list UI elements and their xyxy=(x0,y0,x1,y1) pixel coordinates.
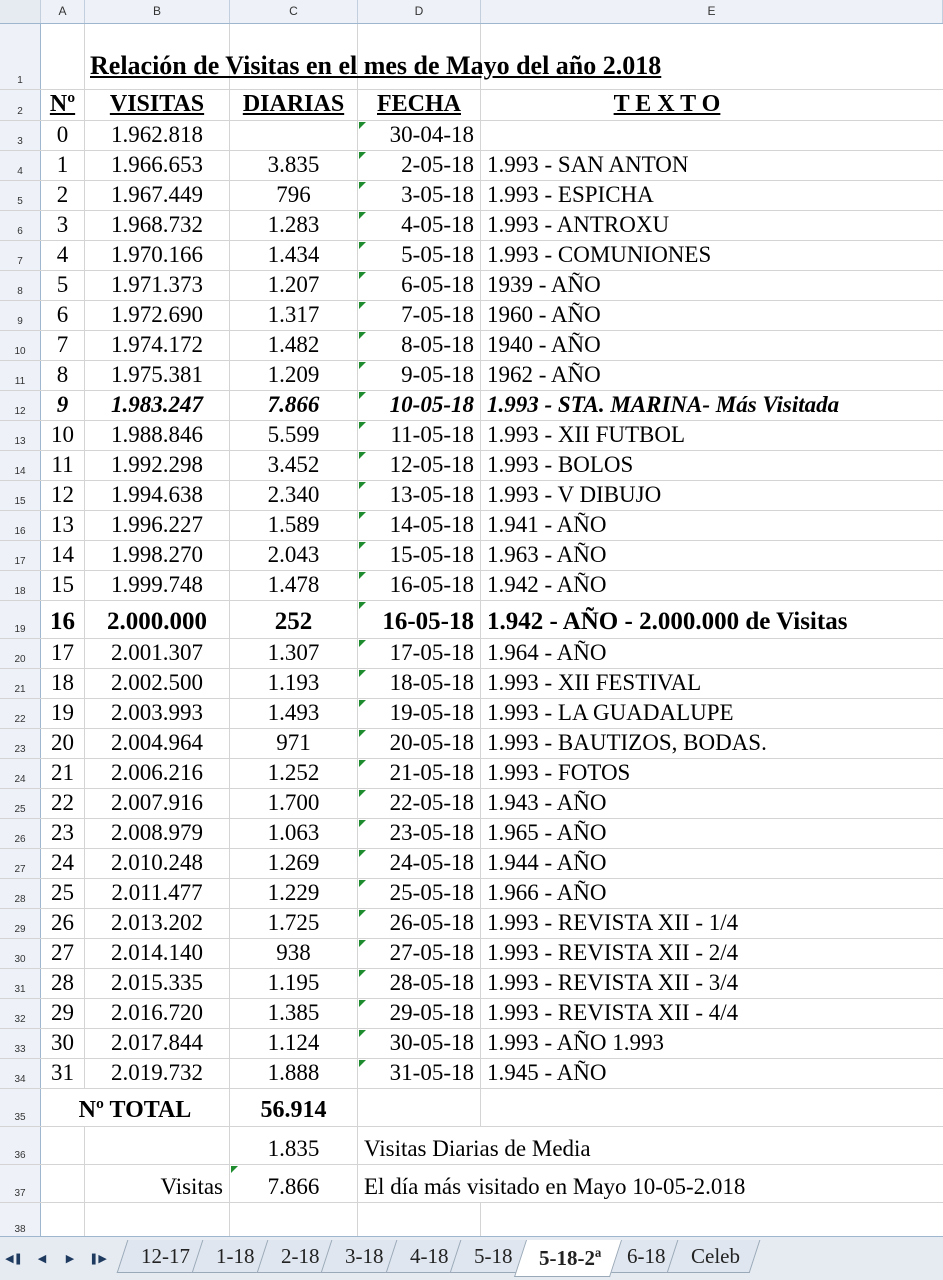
cell-diarias[interactable]: 796 xyxy=(230,181,358,210)
row-number[interactable]: 16 xyxy=(0,511,41,540)
cell-texto[interactable]: 1.993 - ESPICHA xyxy=(487,182,654,207)
column-header-bar xyxy=(0,0,943,24)
cell-visitas[interactable]: 1.992.298 xyxy=(85,451,230,480)
cell-texto[interactable]: 1.944 - AÑO xyxy=(487,850,607,875)
table-row xyxy=(0,1165,943,1203)
cell-n[interactable]: 9 xyxy=(41,391,85,420)
row-number[interactable]: 8 xyxy=(0,271,41,300)
cell-n[interactable]: 30 xyxy=(41,1029,85,1058)
cell-visitas[interactable]: 2.016.720 xyxy=(85,999,230,1028)
cell-texto[interactable]: 1.965 - AÑO xyxy=(487,820,607,845)
row-number[interactable]: 32 xyxy=(0,999,41,1028)
table-row xyxy=(0,729,943,759)
table-row xyxy=(0,1089,943,1127)
cell-fecha[interactable]: 30-04-18 xyxy=(358,121,481,150)
row-number[interactable]: 29 xyxy=(0,909,41,938)
cell-visitas[interactable]: 2.010.248 xyxy=(85,849,230,878)
cell-n[interactable]: 29 xyxy=(41,999,85,1028)
table-row xyxy=(0,151,943,181)
cell-texto[interactable]: 1.993 - REVISTA XII - 3/4 xyxy=(487,970,739,995)
sheet-tab-label: 12-17 xyxy=(141,1243,191,1268)
cell-n[interactable]: 17 xyxy=(41,639,85,668)
sheet-tab-label: 1-18 xyxy=(216,1243,255,1268)
row-number[interactable]: 37 xyxy=(0,1165,41,1202)
cell-visitas[interactable]: 1.968.732 xyxy=(85,211,230,240)
row-number[interactable]: 27 xyxy=(0,849,41,878)
cell-fecha[interactable]: 23-05-18 xyxy=(358,819,481,848)
cell-n[interactable]: 20 xyxy=(41,729,85,758)
cell-fecha[interactable]: 4-05-18 xyxy=(358,211,481,240)
cell-texto[interactable] xyxy=(481,121,943,150)
cell[interactable] xyxy=(41,1127,85,1164)
cell-fecha[interactable]: 6-05-18 xyxy=(358,271,481,300)
row-number[interactable]: 1 xyxy=(0,24,41,89)
cell-texto[interactable]: 1.945 - AÑO xyxy=(487,1060,607,1085)
cell-diarias[interactable]: 1.193 xyxy=(230,669,358,698)
cell-visitas[interactable]: 1.983.247 xyxy=(85,391,230,420)
cell-visitas[interactable]: 2.019.732 xyxy=(85,1059,230,1088)
cell-fecha[interactable]: 10-05-18 xyxy=(358,391,481,420)
row-number[interactable]: 20 xyxy=(0,639,41,668)
first-sheet-icon[interactable]: ◀❚ xyxy=(5,1252,23,1265)
select-all-corner[interactable] xyxy=(0,0,41,23)
table-row xyxy=(0,789,943,819)
row-number[interactable]: 18 xyxy=(0,571,41,600)
table-row xyxy=(0,541,943,571)
row-number[interactable]: 2 xyxy=(0,90,41,120)
cell-visitas[interactable]: 2.011.477 xyxy=(85,879,230,908)
cell-visitas[interactable]: 2.014.140 xyxy=(85,939,230,968)
cell-visitas[interactable]: 2.004.964 xyxy=(85,729,230,758)
header-texto[interactable]: T E X T O xyxy=(613,91,721,117)
row-number[interactable]: 9 xyxy=(0,301,41,330)
cell-visitas[interactable]: 2.013.202 xyxy=(85,909,230,938)
cell-diarias[interactable]: 1.434 xyxy=(230,241,358,270)
row-number[interactable]: 3 xyxy=(0,121,41,150)
header-visitas[interactable]: VISITAS xyxy=(85,90,230,120)
column-header-e[interactable]: E xyxy=(481,0,943,23)
cell-n[interactable]: 28 xyxy=(41,969,85,998)
cell-n[interactable]: 1 xyxy=(41,151,85,180)
table-row xyxy=(0,849,943,879)
table-row xyxy=(0,121,943,151)
table-row xyxy=(0,1203,943,1236)
row-number[interactable]: 14 xyxy=(0,451,41,480)
cell-texto[interactable]: 1.964 - AÑO xyxy=(487,640,607,665)
sheet-tab-list xyxy=(130,1240,755,1277)
cell-visitas[interactable]: 1.974.172 xyxy=(85,331,230,360)
average-text[interactable]: Visitas Diarias de Media xyxy=(364,1136,591,1161)
cell-fecha[interactable]: 9-05-18 xyxy=(358,361,481,390)
cell-n[interactable]: 24 xyxy=(41,849,85,878)
cell[interactable] xyxy=(85,1203,230,1236)
cell-n[interactable]: 26 xyxy=(41,909,85,938)
cell-visitas[interactable]: 1.967.449 xyxy=(85,181,230,210)
cell-diarias[interactable] xyxy=(230,121,358,150)
row-number[interactable]: 36 xyxy=(0,1127,41,1164)
cell-texto[interactable]: 1.993 - LA GUADALUPE xyxy=(487,700,734,725)
cell-visitas[interactable]: 2.001.307 xyxy=(85,639,230,668)
cell-texto[interactable]: 1.993 - SAN ANTON xyxy=(487,152,689,177)
cell-fecha[interactable]: 26-05-18 xyxy=(358,909,481,938)
row-number[interactable]: 24 xyxy=(0,759,41,788)
cell-diarias[interactable]: 1.229 xyxy=(230,879,358,908)
cell-n[interactable]: 23 xyxy=(41,819,85,848)
cell-diarias[interactable]: 1.589 xyxy=(230,511,358,540)
header-diarias[interactable]: DIARIAS xyxy=(230,90,358,120)
cell[interactable] xyxy=(41,1165,85,1202)
cell-diarias[interactable]: 1.478 xyxy=(230,571,358,600)
sheet-tab-label: Celeb xyxy=(691,1243,741,1268)
cell-visitas[interactable]: 2.000.000 xyxy=(85,601,230,638)
cell-diarias[interactable]: 1.195 xyxy=(230,969,358,998)
cell-visitas[interactable]: 2.006.216 xyxy=(85,759,230,788)
cell-visitas[interactable]: 1.972.690 xyxy=(85,301,230,330)
cell-texto[interactable]: 1.993 - STA. MARINA- Más Visitada xyxy=(487,392,840,417)
cell-n[interactable]: 6 xyxy=(41,301,85,330)
cell-visitas[interactable]: 1.970.166 xyxy=(85,241,230,270)
row-number[interactable]: 7 xyxy=(0,241,41,270)
cell-n[interactable]: 12 xyxy=(41,481,85,510)
last-sheet-icon[interactable]: ❚▶ xyxy=(89,1252,107,1265)
table-row xyxy=(0,669,943,699)
cell-fecha[interactable]: 13-05-18 xyxy=(358,481,481,510)
cell-texto[interactable]: 1.993 - REVISTA XII - 2/4 xyxy=(487,940,739,965)
cell-texto[interactable]: 1.993 - ANTROXU xyxy=(487,212,670,237)
sheet-rows xyxy=(0,24,943,1236)
cell-texto[interactable]: 1939 - AÑO xyxy=(487,272,601,297)
cell-n[interactable]: 0 xyxy=(41,121,85,150)
row-number[interactable]: 35 xyxy=(0,1089,41,1126)
row-number[interactable]: 19 xyxy=(0,601,41,638)
table-row xyxy=(0,331,943,361)
cell-fecha[interactable]: 22-05-18 xyxy=(358,789,481,818)
cell-fecha[interactable]: 19-05-18 xyxy=(358,699,481,728)
cell-visitas[interactable]: 2.017.844 xyxy=(85,1029,230,1058)
cell-fecha[interactable]: 12-05-18 xyxy=(358,451,481,480)
total-label[interactable]: Nº TOTAL xyxy=(41,1089,230,1126)
prev-sheet-icon[interactable]: ◀ xyxy=(37,1252,47,1265)
cell-diarias[interactable]: 1.283 xyxy=(230,211,358,240)
row-number[interactable]: 6 xyxy=(0,211,41,240)
cell-diarias[interactable]: 2.043 xyxy=(230,541,358,570)
cell-visitas[interactable]: 2.015.335 xyxy=(85,969,230,998)
cell-visitas[interactable]: 1.971.373 xyxy=(85,271,230,300)
cell[interactable] xyxy=(41,24,85,89)
cell-n[interactable]: 21 xyxy=(41,759,85,788)
sheet-tab-bar xyxy=(0,1236,943,1280)
table-row xyxy=(0,481,943,511)
total-value[interactable]: 56.914 xyxy=(230,1089,358,1126)
sheet-tab[interactable] xyxy=(667,1240,761,1273)
cell-fecha[interactable]: 30-05-18 xyxy=(358,1029,481,1058)
cell[interactable] xyxy=(85,1127,230,1164)
sheet-tab-label: 3-18 xyxy=(345,1243,384,1268)
cell-fecha[interactable]: 21-05-18 xyxy=(358,759,481,788)
table-row xyxy=(0,909,943,939)
cell-n[interactable]: 18 xyxy=(41,669,85,698)
row-number[interactable]: 26 xyxy=(0,819,41,848)
header-fecha[interactable]: FECHA xyxy=(358,90,481,120)
table-row xyxy=(0,879,943,909)
cell-visitas[interactable]: 2.002.500 xyxy=(85,669,230,698)
cell-diarias[interactable]: 7.866 xyxy=(230,391,358,420)
cell-texto[interactable]: 1940 - AÑO xyxy=(487,332,601,357)
table-row xyxy=(0,181,943,211)
table-row xyxy=(0,601,943,639)
cell-n[interactable]: 14 xyxy=(41,541,85,570)
sheet-tab-label: 6-18 xyxy=(626,1243,666,1268)
cell-diarias[interactable]: 1.725 xyxy=(230,909,358,938)
cell-texto[interactable]: 1.993 - XII FESTIVAL xyxy=(487,670,702,695)
cell[interactable] xyxy=(481,1089,943,1126)
cell-diarias[interactable]: 1.493 xyxy=(230,699,358,728)
row-number[interactable]: 22 xyxy=(0,699,41,728)
cell-n[interactable]: 13 xyxy=(41,511,85,540)
cell-texto[interactable]: 1962 - AÑO xyxy=(487,362,601,387)
cell-fecha[interactable]: 20-05-18 xyxy=(358,729,481,758)
cell-diarias[interactable]: 3.452 xyxy=(230,451,358,480)
cell-diarias[interactable]: 1.252 xyxy=(230,759,358,788)
sheet-tab-label: 2-18 xyxy=(280,1243,320,1268)
cell-texto[interactable]: 1.993 - BOLOS xyxy=(487,452,634,477)
cell-fecha[interactable]: 18-05-18 xyxy=(358,669,481,698)
cell-fecha[interactable]: 28-05-18 xyxy=(358,969,481,998)
table-row xyxy=(0,939,943,969)
cell[interactable] xyxy=(41,1203,85,1236)
cell-fecha[interactable]: 29-05-18 xyxy=(358,999,481,1028)
max-label[interactable]: Visitas xyxy=(85,1165,230,1202)
column-header-b[interactable]: B xyxy=(85,0,230,23)
cell-diarias[interactable]: 1.700 xyxy=(230,789,358,818)
table-row xyxy=(0,1029,943,1059)
table-row xyxy=(0,361,943,391)
cell-diarias[interactable]: 1.888 xyxy=(230,1059,358,1088)
cell-n[interactable]: 7 xyxy=(41,331,85,360)
table-row xyxy=(0,819,943,849)
column-header-c[interactable]: C xyxy=(230,0,358,23)
max-text[interactable]: El día más visitado en Mayo 10-05-2.018 xyxy=(364,1174,746,1199)
cell-fecha[interactable]: 5-05-18 xyxy=(358,241,481,270)
cell-fecha[interactable]: 15-05-18 xyxy=(358,541,481,570)
table-row xyxy=(0,90,943,121)
cell-n[interactable]: 25 xyxy=(41,879,85,908)
table-row xyxy=(0,391,943,421)
cell-diarias[interactable]: 252 xyxy=(230,601,358,638)
cell-n[interactable]: 27 xyxy=(41,939,85,968)
table-row xyxy=(0,999,943,1029)
cell-diarias[interactable]: 5.599 xyxy=(230,421,358,450)
cell-visitas[interactable]: 1.988.846 xyxy=(85,421,230,450)
cell-diarias[interactable]: 1.482 xyxy=(230,331,358,360)
row-number[interactable]: 21 xyxy=(0,669,41,698)
cell-n[interactable]: 19 xyxy=(41,699,85,728)
max-value[interactable]: 7.866 xyxy=(230,1165,358,1202)
row-number[interactable]: 12 xyxy=(0,391,41,420)
sheet-tab-label: 5-18-2ª xyxy=(538,1245,601,1270)
row-number[interactable]: 13 xyxy=(0,421,41,450)
sheet-tab-label: 5-18 xyxy=(474,1243,513,1268)
cell-n[interactable]: 16 xyxy=(41,601,85,638)
cell-n[interactable]: 4 xyxy=(41,241,85,270)
row-number[interactable]: 11 xyxy=(0,361,41,390)
table-row xyxy=(0,699,943,729)
row-number[interactable]: 17 xyxy=(0,541,41,570)
sheet-tab-active[interactable] xyxy=(513,1240,621,1277)
cell-n[interactable]: 5 xyxy=(41,271,85,300)
row-number[interactable]: 23 xyxy=(0,729,41,758)
cell-diarias[interactable]: 1.269 xyxy=(230,849,358,878)
row-number[interactable]: 33 xyxy=(0,1029,41,1058)
cell-n[interactable]: 15 xyxy=(41,571,85,600)
cell-n[interactable]: 11 xyxy=(41,451,85,480)
cell[interactable] xyxy=(358,1089,481,1126)
cell-fecha[interactable]: 24-05-18 xyxy=(358,849,481,878)
cell-fecha[interactable]: 11-05-18 xyxy=(358,421,481,450)
cell-n[interactable]: 3 xyxy=(41,211,85,240)
average-value[interactable]: 1.835 xyxy=(230,1127,358,1164)
table-row xyxy=(0,24,943,90)
cell-texto[interactable]: 1.993 - REVISTA XII - 4/4 xyxy=(487,1000,739,1025)
cell-texto[interactable]: 1.941 - AÑO xyxy=(487,512,607,537)
table-row xyxy=(0,1127,943,1165)
cell[interactable] xyxy=(230,1203,358,1236)
cell-visitas[interactable]: 1.966.653 xyxy=(85,151,230,180)
table-row xyxy=(0,271,943,301)
cell-diarias[interactable]: 1.124 xyxy=(230,1029,358,1058)
table-row xyxy=(0,759,943,789)
cell-diarias[interactable]: 1.207 xyxy=(230,271,358,300)
cell-texto[interactable]: 1.993 - FOTOS xyxy=(487,760,631,785)
cell-visitas[interactable]: 2.007.916 xyxy=(85,789,230,818)
cell-visitas[interactable]: 1.999.748 xyxy=(85,571,230,600)
cell-visitas[interactable]: 1.975.381 xyxy=(85,361,230,390)
table-row xyxy=(0,451,943,481)
cell-diarias[interactable]: 3.835 xyxy=(230,151,358,180)
table-row xyxy=(0,1059,943,1089)
cell-fecha[interactable]: 8-05-18 xyxy=(358,331,481,360)
header-n[interactable]: Nº xyxy=(41,90,85,120)
column-header-d[interactable]: D xyxy=(358,0,481,23)
row-number[interactable]: 34 xyxy=(0,1059,41,1088)
cell-texto[interactable]: 1.966 - AÑO xyxy=(487,880,607,905)
cell-diarias[interactable]: 1.385 xyxy=(230,999,358,1028)
row-number[interactable]: 15 xyxy=(0,481,41,510)
cell-visitas[interactable]: 1.998.270 xyxy=(85,541,230,570)
cell-texto[interactable]: 1.943 - AÑO xyxy=(487,790,607,815)
cell-visitas[interactable]: 2.003.993 xyxy=(85,699,230,728)
row-number[interactable]: 10 xyxy=(0,331,41,360)
table-row xyxy=(0,421,943,451)
row-number[interactable]: 5 xyxy=(0,181,41,210)
cell-texto[interactable]: 1.993 - AÑO 1.993 xyxy=(487,1030,664,1055)
cell[interactable] xyxy=(358,1203,481,1236)
cell-fecha[interactable]: 7-05-18 xyxy=(358,301,481,330)
row-number[interactable]: 38 xyxy=(0,1203,41,1236)
cell-fecha[interactable]: 2-05-18 xyxy=(358,151,481,180)
sheet-title: Relación de Visitas en el mes de Mayo del año 2.018 xyxy=(90,51,662,80)
cell-texto[interactable]: 1.963 - AÑO xyxy=(487,542,607,567)
row-number[interactable]: 4 xyxy=(0,151,41,180)
table-row xyxy=(0,241,943,271)
cell-texto[interactable]: 1.993 - REVISTA XII - 1/4 xyxy=(487,910,739,935)
cell-diarias[interactable]: 938 xyxy=(230,939,358,968)
row-number[interactable]: 25 xyxy=(0,789,41,818)
cell-texto[interactable]: 1960 - AÑO xyxy=(487,302,601,327)
cell-diarias[interactable]: 2.340 xyxy=(230,481,358,510)
cell-fecha[interactable]: 27-05-18 xyxy=(358,939,481,968)
cell-texto[interactable]: 1.993 - V DIBUJO xyxy=(487,482,662,507)
table-row xyxy=(0,511,943,541)
cell-visitas[interactable]: 1.962.818 xyxy=(85,121,230,150)
cell-diarias[interactable]: 1.307 xyxy=(230,639,358,668)
table-row xyxy=(0,211,943,241)
cell-texto[interactable]: 1.942 - AÑO - 2.000.000 de Visitas xyxy=(487,608,848,635)
cell-n[interactable]: 31 xyxy=(41,1059,85,1088)
next-sheet-icon[interactable]: ▶ xyxy=(65,1252,75,1265)
cell-fecha[interactable]: 17-05-18 xyxy=(358,639,481,668)
sheet-tab-label: 4-18 xyxy=(409,1243,449,1268)
cell-texto[interactable]: 1.942 - AÑO xyxy=(487,572,607,597)
cell-visitas[interactable]: 1.994.638 xyxy=(85,481,230,510)
cell-texto[interactable]: 1.993 - COMUNIONES xyxy=(487,242,712,267)
cell-fecha[interactable]: 16-05-18 xyxy=(358,601,481,638)
cell-texto[interactable]: 1.993 - BAUTIZOS, BODAS. xyxy=(487,730,767,755)
table-row xyxy=(0,301,943,331)
row-number[interactable]: 28 xyxy=(0,879,41,908)
cell-diarias[interactable]: 1.209 xyxy=(230,361,358,390)
row-number[interactable]: 31 xyxy=(0,969,41,998)
cell-fecha[interactable]: 25-05-18 xyxy=(358,879,481,908)
column-header-a[interactable]: A xyxy=(41,0,85,23)
table-row xyxy=(0,639,943,669)
cell-texto[interactable]: 1.993 - XII FUTBOL xyxy=(487,422,686,447)
cell-fecha[interactable]: 16-05-18 xyxy=(358,571,481,600)
cell-diarias[interactable]: 1.063 xyxy=(230,819,358,848)
table-row xyxy=(0,969,943,999)
row-number[interactable]: 30 xyxy=(0,939,41,968)
cell[interactable] xyxy=(481,1203,943,1236)
table-row xyxy=(0,571,943,601)
cell-visitas[interactable]: 2.008.979 xyxy=(85,819,230,848)
cell-fecha[interactable]: 31-05-18 xyxy=(358,1059,481,1088)
cell-fecha[interactable]: 3-05-18 xyxy=(358,181,481,210)
cell-visitas[interactable]: 1.996.227 xyxy=(85,511,230,540)
cell-n[interactable]: 10 xyxy=(41,421,85,450)
cell-n[interactable]: 22 xyxy=(41,789,85,818)
cell-n[interactable]: 2 xyxy=(41,181,85,210)
cell-fecha[interactable]: 14-05-18 xyxy=(358,511,481,540)
cell-diarias[interactable]: 971 xyxy=(230,729,358,758)
cell-diarias[interactable]: 1.317 xyxy=(230,301,358,330)
cell-n[interactable]: 8 xyxy=(41,361,85,390)
